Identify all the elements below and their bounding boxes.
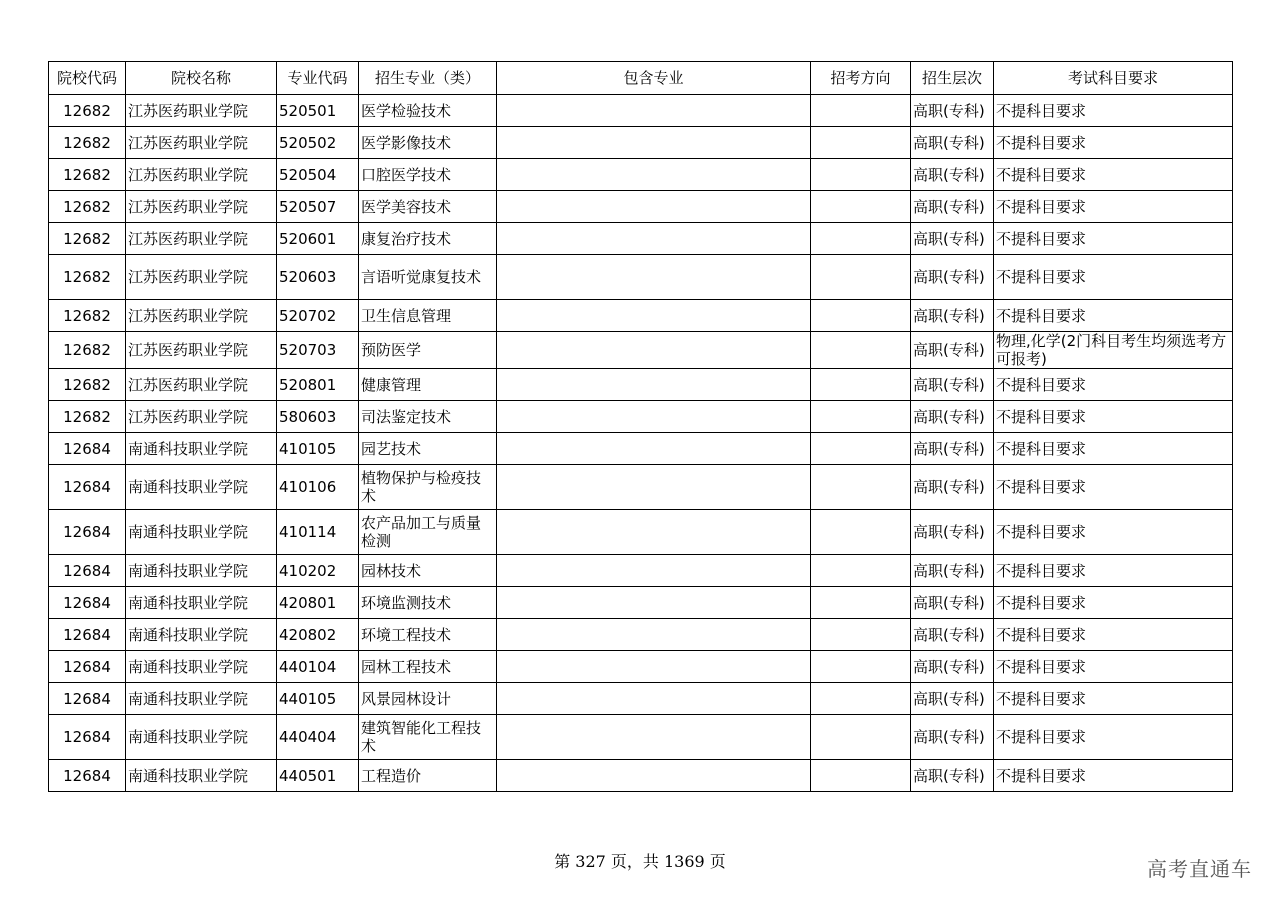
cell-subject-requirement: 不提科目要求 bbox=[994, 760, 1233, 792]
cell-level: 高职(专科) bbox=[911, 255, 994, 300]
table-row bbox=[49, 651, 1233, 683]
cell-school-name: 江苏医药职业学院 bbox=[126, 369, 277, 401]
cell-level: 高职(专科) bbox=[911, 159, 994, 191]
cell-school-code: 12684 bbox=[49, 587, 126, 619]
cell-major: 康复治疗技术 bbox=[359, 223, 497, 255]
table-row bbox=[49, 95, 1233, 127]
cell-included-majors bbox=[497, 127, 811, 159]
cell-level: 高职(专科) bbox=[911, 127, 994, 159]
cell-major-code: 520504 bbox=[277, 159, 359, 191]
header-major-code: 专业代码 bbox=[277, 62, 359, 95]
cell-direction bbox=[811, 555, 911, 587]
cell-level: 高职(专科) bbox=[911, 95, 994, 127]
admissions-table bbox=[48, 61, 1233, 792]
cell-major-code: 420801 bbox=[277, 587, 359, 619]
header-level: 招生层次 bbox=[911, 62, 994, 95]
cell-major-code: 410106 bbox=[277, 465, 359, 510]
table-row bbox=[49, 683, 1233, 715]
table-row bbox=[49, 465, 1233, 510]
table-row bbox=[49, 255, 1233, 300]
cell-included-majors bbox=[497, 332, 811, 369]
cell-major: 园艺技术 bbox=[359, 433, 497, 465]
cell-major-code: 420802 bbox=[277, 619, 359, 651]
cell-major: 医学美容技术 bbox=[359, 191, 497, 223]
cell-subject-requirement: 不提科目要求 bbox=[994, 369, 1233, 401]
cell-direction bbox=[811, 587, 911, 619]
cell-subject-requirement: 物理,化学(2门科目考生均须选考方可报考) bbox=[994, 332, 1233, 369]
table-row bbox=[49, 223, 1233, 255]
cell-level: 高职(专科) bbox=[911, 587, 994, 619]
table-row bbox=[49, 510, 1233, 555]
cell-major-code: 520601 bbox=[277, 223, 359, 255]
cell-school-name: 南通科技职业学院 bbox=[126, 555, 277, 587]
cell-level: 高职(专科) bbox=[911, 332, 994, 369]
cell-major-code: 410114 bbox=[277, 510, 359, 555]
cell-subject-requirement: 不提科目要求 bbox=[994, 651, 1233, 683]
table-row bbox=[49, 433, 1233, 465]
header-major: 招生专业（类） bbox=[359, 62, 497, 95]
header-school-name: 院校名称 bbox=[126, 62, 277, 95]
cell-school-code: 12684 bbox=[49, 465, 126, 510]
cell-major-code: 520702 bbox=[277, 300, 359, 332]
table-row bbox=[49, 369, 1233, 401]
cell-included-majors bbox=[497, 715, 811, 760]
cell-direction bbox=[811, 619, 911, 651]
cell-school-name: 江苏医药职业学院 bbox=[126, 159, 277, 191]
table-row bbox=[49, 332, 1233, 369]
cell-direction bbox=[811, 332, 911, 369]
cell-included-majors bbox=[497, 300, 811, 332]
cell-included-majors bbox=[497, 465, 811, 510]
cell-included-majors bbox=[497, 510, 811, 555]
cell-level: 高职(专科) bbox=[911, 191, 994, 223]
cell-school-code: 12682 bbox=[49, 300, 126, 332]
cell-school-code: 12682 bbox=[49, 369, 126, 401]
table-row bbox=[49, 191, 1233, 223]
cell-direction bbox=[811, 465, 911, 510]
cell-school-name: 南通科技职业学院 bbox=[126, 465, 277, 510]
page-number: 第 327 页，共 1369 页 bbox=[554, 852, 726, 871]
cell-level: 高职(专科) bbox=[911, 369, 994, 401]
cell-subject-requirement: 不提科目要求 bbox=[994, 619, 1233, 651]
table-row bbox=[49, 619, 1233, 651]
cell-major-code: 440105 bbox=[277, 683, 359, 715]
cell-included-majors bbox=[497, 159, 811, 191]
cell-subject-requirement: 不提科目要求 bbox=[994, 465, 1233, 510]
cell-subject-requirement: 不提科目要求 bbox=[994, 223, 1233, 255]
cell-included-majors bbox=[497, 683, 811, 715]
cell-included-majors bbox=[497, 191, 811, 223]
cell-level: 高职(专科) bbox=[911, 223, 994, 255]
cell-level: 高职(专科) bbox=[911, 433, 994, 465]
cell-major-code: 520507 bbox=[277, 191, 359, 223]
cell-subject-requirement: 不提科目要求 bbox=[994, 159, 1233, 191]
cell-major: 口腔医学技术 bbox=[359, 159, 497, 191]
cell-major: 环境监测技术 bbox=[359, 587, 497, 619]
cell-included-majors bbox=[497, 369, 811, 401]
cell-direction bbox=[811, 191, 911, 223]
cell-level: 高职(专科) bbox=[911, 465, 994, 510]
cell-school-code: 12682 bbox=[49, 332, 126, 369]
cell-subject-requirement: 不提科目要求 bbox=[994, 683, 1233, 715]
cell-school-code: 12684 bbox=[49, 683, 126, 715]
cell-direction bbox=[811, 95, 911, 127]
cell-level: 高职(专科) bbox=[911, 760, 994, 792]
cell-included-majors bbox=[497, 95, 811, 127]
cell-direction bbox=[811, 760, 911, 792]
cell-school-name: 江苏医药职业学院 bbox=[126, 95, 277, 127]
cell-school-name: 南通科技职业学院 bbox=[126, 433, 277, 465]
cell-major: 工程造价 bbox=[359, 760, 497, 792]
cell-direction bbox=[811, 683, 911, 715]
header-included-majors: 包含专业 bbox=[497, 62, 811, 95]
cell-subject-requirement: 不提科目要求 bbox=[994, 555, 1233, 587]
table-row bbox=[49, 159, 1233, 191]
header-direction: 招考方向 bbox=[811, 62, 911, 95]
cell-major-code: 520703 bbox=[277, 332, 359, 369]
cell-included-majors bbox=[497, 401, 811, 433]
cell-major: 医学影像技术 bbox=[359, 127, 497, 159]
cell-major-code: 580603 bbox=[277, 401, 359, 433]
table-row bbox=[49, 760, 1233, 792]
table-header-row bbox=[49, 62, 1233, 95]
cell-major: 预防医学 bbox=[359, 332, 497, 369]
cell-school-code: 12684 bbox=[49, 555, 126, 587]
cell-major: 医学检验技术 bbox=[359, 95, 497, 127]
cell-school-code: 12684 bbox=[49, 760, 126, 792]
cell-major: 卫生信息管理 bbox=[359, 300, 497, 332]
cell-school-name: 江苏医药职业学院 bbox=[126, 300, 277, 332]
cell-level: 高职(专科) bbox=[911, 715, 994, 760]
cell-direction bbox=[811, 510, 911, 555]
cell-major-code: 520801 bbox=[277, 369, 359, 401]
cell-subject-requirement: 不提科目要求 bbox=[994, 401, 1233, 433]
cell-school-name: 南通科技职业学院 bbox=[126, 715, 277, 760]
cell-included-majors bbox=[497, 651, 811, 683]
cell-school-name: 南通科技职业学院 bbox=[126, 619, 277, 651]
cell-school-name: 江苏医药职业学院 bbox=[126, 191, 277, 223]
cell-school-name: 江苏医药职业学院 bbox=[126, 127, 277, 159]
cell-major-code: 410202 bbox=[277, 555, 359, 587]
cell-major: 植物保护与检疫技术 bbox=[359, 465, 497, 510]
cell-major: 环境工程技术 bbox=[359, 619, 497, 651]
cell-school-code: 12684 bbox=[49, 619, 126, 651]
cell-direction bbox=[811, 300, 911, 332]
cell-school-name: 南通科技职业学院 bbox=[126, 683, 277, 715]
table-row bbox=[49, 401, 1233, 433]
cell-subject-requirement: 不提科目要求 bbox=[994, 433, 1233, 465]
cell-major: 言语听觉康复技术 bbox=[359, 255, 497, 300]
header-school-code: 院校代码 bbox=[49, 62, 126, 95]
cell-major: 健康管理 bbox=[359, 369, 497, 401]
cell-included-majors bbox=[497, 433, 811, 465]
cell-school-name: 江苏医药职业学院 bbox=[126, 255, 277, 300]
cell-school-name: 江苏医药职业学院 bbox=[126, 223, 277, 255]
cell-major-code: 520502 bbox=[277, 127, 359, 159]
cell-direction bbox=[811, 715, 911, 760]
cell-included-majors bbox=[497, 587, 811, 619]
cell-included-majors bbox=[497, 760, 811, 792]
cell-subject-requirement: 不提科目要求 bbox=[994, 255, 1233, 300]
cell-level: 高职(专科) bbox=[911, 651, 994, 683]
cell-major: 风景园林设计 bbox=[359, 683, 497, 715]
cell-school-code: 12682 bbox=[49, 401, 126, 433]
table-row bbox=[49, 555, 1233, 587]
cell-school-name: 江苏医药职业学院 bbox=[126, 332, 277, 369]
cell-direction bbox=[811, 159, 911, 191]
cell-direction bbox=[811, 369, 911, 401]
cell-school-name: 南通科技职业学院 bbox=[126, 760, 277, 792]
cell-level: 高职(专科) bbox=[911, 619, 994, 651]
cell-school-name: 江苏医药职业学院 bbox=[126, 401, 277, 433]
cell-major: 园林技术 bbox=[359, 555, 497, 587]
cell-included-majors bbox=[497, 619, 811, 651]
cell-major: 园林工程技术 bbox=[359, 651, 497, 683]
cell-school-code: 12682 bbox=[49, 95, 126, 127]
cell-major-code: 410105 bbox=[277, 433, 359, 465]
cell-school-name: 南通科技职业学院 bbox=[126, 587, 277, 619]
cell-level: 高职(专科) bbox=[911, 683, 994, 715]
cell-subject-requirement: 不提科目要求 bbox=[994, 715, 1233, 760]
cell-school-name: 南通科技职业学院 bbox=[126, 510, 277, 555]
cell-level: 高职(专科) bbox=[911, 300, 994, 332]
cell-school-name: 南通科技职业学院 bbox=[126, 651, 277, 683]
cell-school-code: 12684 bbox=[49, 651, 126, 683]
table-row bbox=[49, 587, 1233, 619]
table-row bbox=[49, 127, 1233, 159]
table-row bbox=[49, 300, 1233, 332]
cell-level: 高职(专科) bbox=[911, 401, 994, 433]
cell-subject-requirement: 不提科目要求 bbox=[994, 300, 1233, 332]
table-row bbox=[49, 715, 1233, 760]
cell-major: 农产品加工与质量检测 bbox=[359, 510, 497, 555]
cell-included-majors bbox=[497, 555, 811, 587]
cell-school-code: 12682 bbox=[49, 191, 126, 223]
cell-major-code: 520501 bbox=[277, 95, 359, 127]
cell-direction bbox=[811, 433, 911, 465]
cell-school-code: 12682 bbox=[49, 127, 126, 159]
header-subject-requirement: 考试科目要求 bbox=[994, 62, 1233, 95]
watermark-text: 高考直通车 bbox=[1147, 857, 1252, 881]
cell-subject-requirement: 不提科目要求 bbox=[994, 510, 1233, 555]
cell-direction bbox=[811, 223, 911, 255]
cell-direction bbox=[811, 127, 911, 159]
cell-major-code: 440501 bbox=[277, 760, 359, 792]
cell-direction bbox=[811, 255, 911, 300]
cell-subject-requirement: 不提科目要求 bbox=[994, 127, 1233, 159]
cell-major-code: 440104 bbox=[277, 651, 359, 683]
cell-subject-requirement: 不提科目要求 bbox=[994, 587, 1233, 619]
cell-direction bbox=[811, 401, 911, 433]
cell-school-code: 12682 bbox=[49, 255, 126, 300]
cell-major: 司法鉴定技术 bbox=[359, 401, 497, 433]
cell-school-code: 12682 bbox=[49, 159, 126, 191]
cell-major-code: 520603 bbox=[277, 255, 359, 300]
cell-major: 建筑智能化工程技术 bbox=[359, 715, 497, 760]
cell-included-majors bbox=[497, 255, 811, 300]
cell-direction bbox=[811, 651, 911, 683]
cell-school-code: 12684 bbox=[49, 510, 126, 555]
cell-level: 高职(专科) bbox=[911, 555, 994, 587]
table-body bbox=[49, 95, 1233, 792]
cell-school-code: 12684 bbox=[49, 715, 126, 760]
cell-school-code: 12682 bbox=[49, 223, 126, 255]
cell-subject-requirement: 不提科目要求 bbox=[994, 95, 1233, 127]
cell-major-code: 440404 bbox=[277, 715, 359, 760]
cell-subject-requirement: 不提科目要求 bbox=[994, 191, 1233, 223]
cell-included-majors bbox=[497, 223, 811, 255]
cell-school-code: 12684 bbox=[49, 433, 126, 465]
cell-level: 高职(专科) bbox=[911, 510, 994, 555]
